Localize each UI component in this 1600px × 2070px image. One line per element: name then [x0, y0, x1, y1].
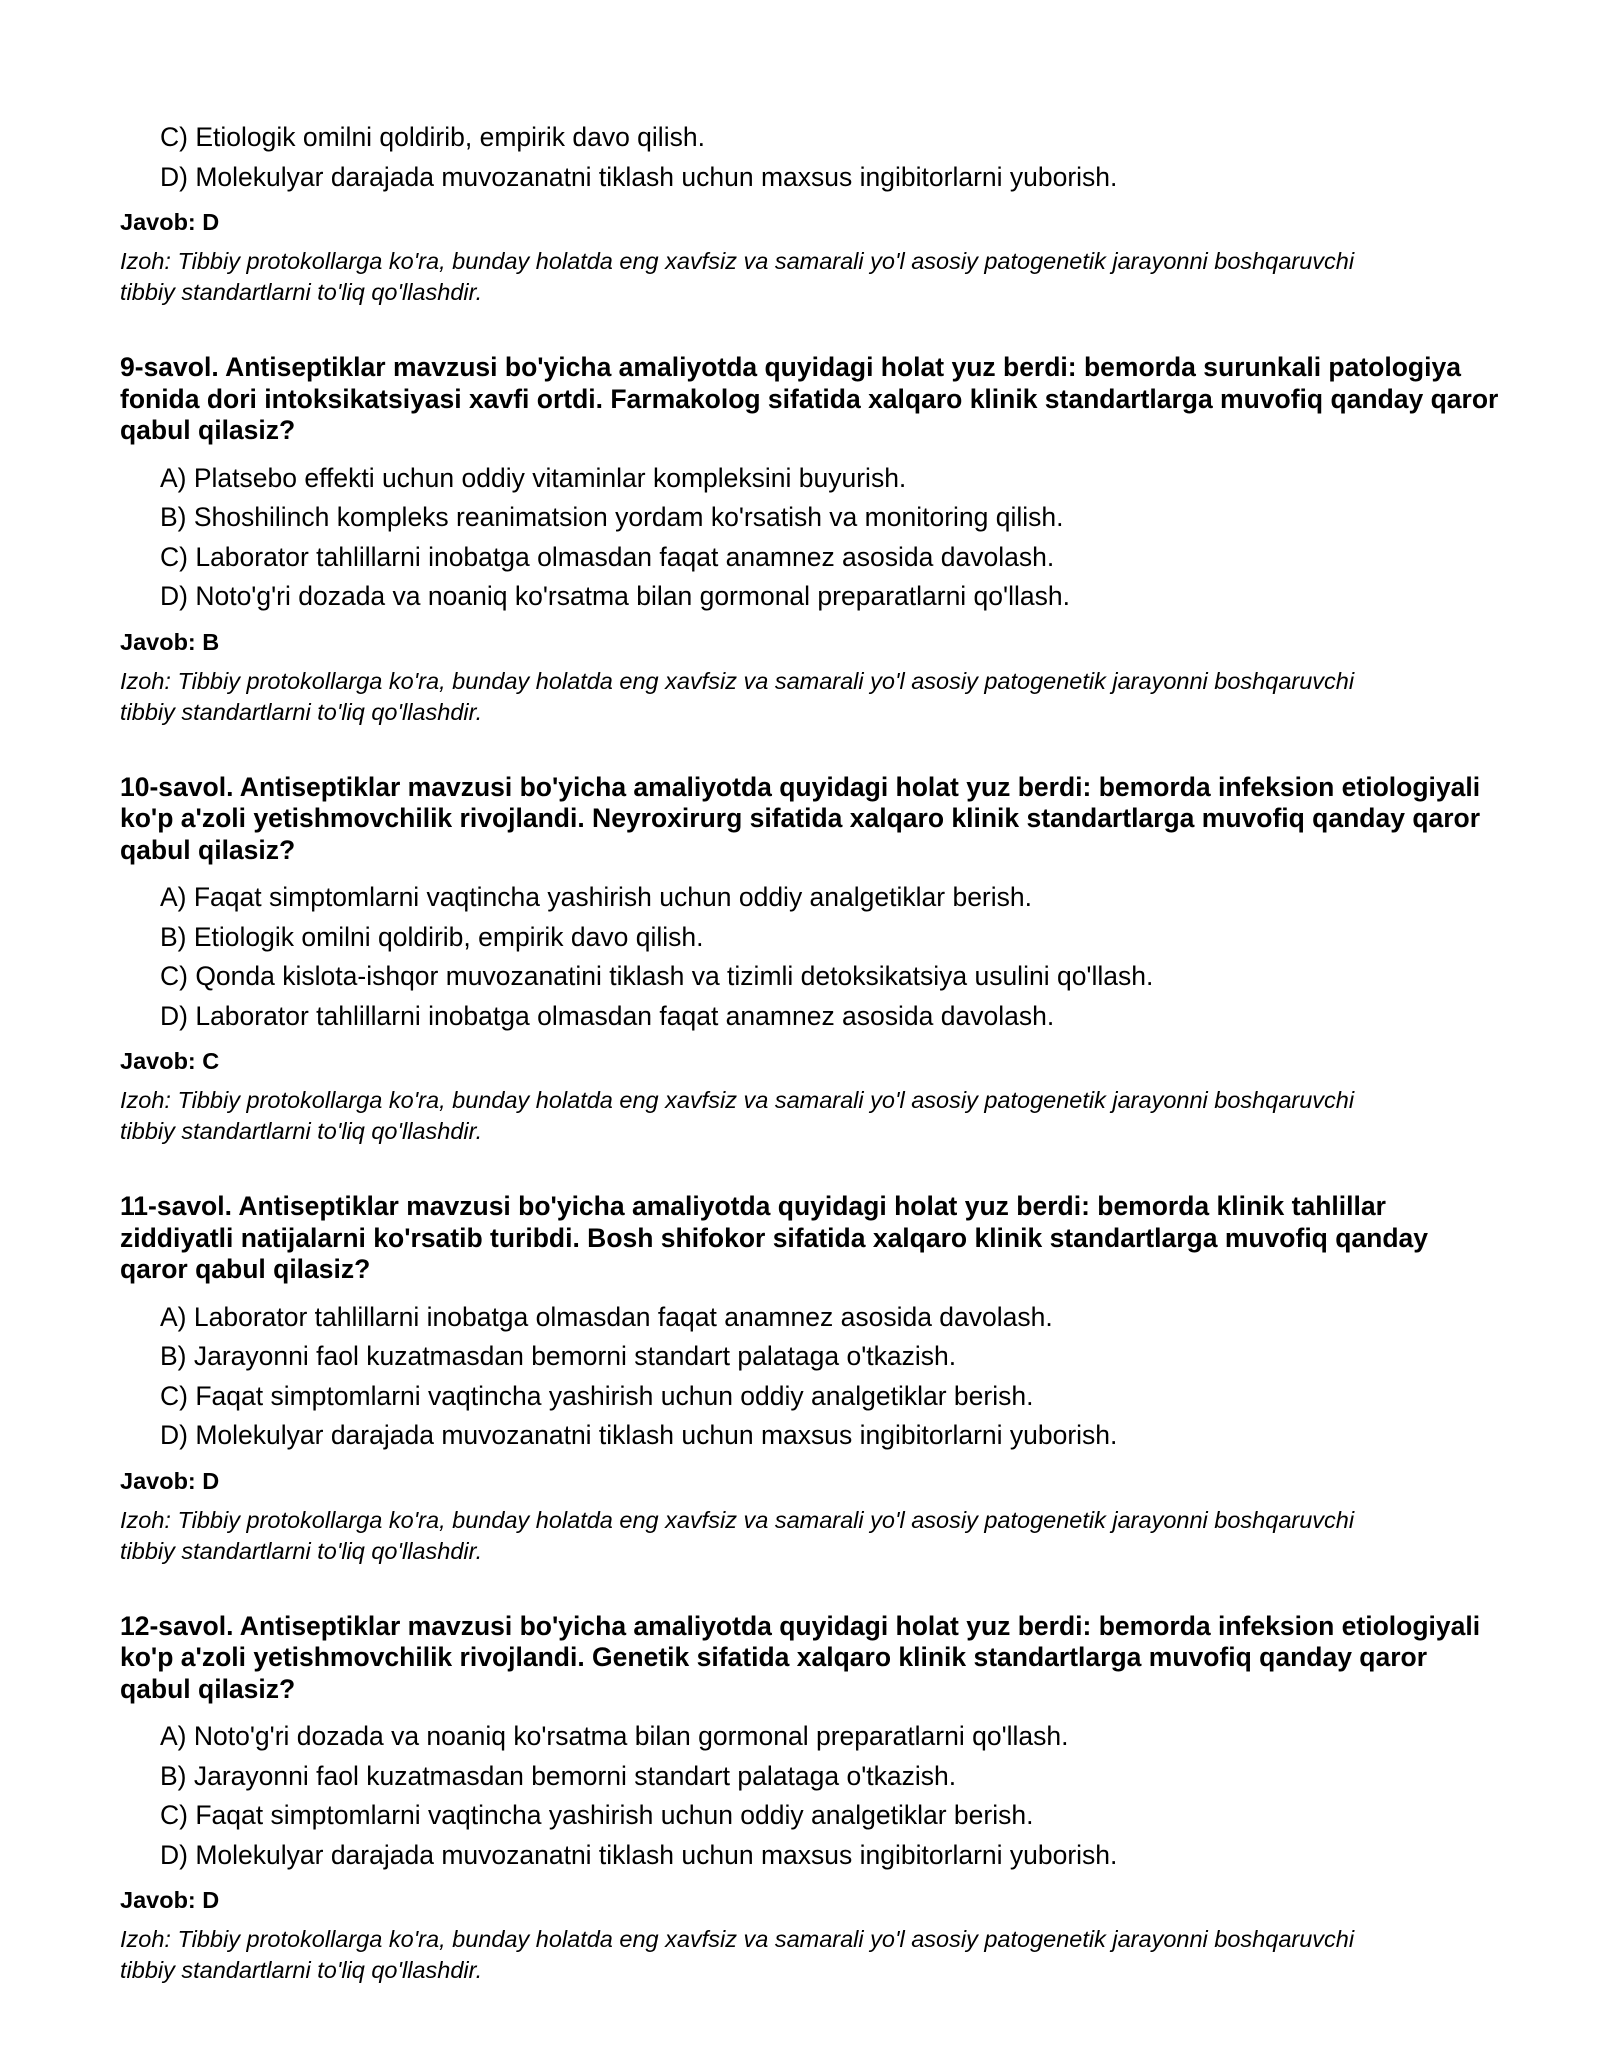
- option-d: D) Laborator tahlillarni inobatga olmasdan faqat anamnez asosida davolash.: [160, 1000, 1055, 1031]
- option-b: B) Jarayonni faol kuzatmasdan bemorni standart palataga o'tkazish.: [160, 1760, 957, 1791]
- option-b: B) Etiologik omilni qoldirib, empirik davo qilish.: [160, 921, 704, 952]
- question-12: [120, 1611, 1480, 1987]
- question-title: 11-savol. Antiseptiklar mavzusi bo'yicha amaliyotda quyidagi holat yuz berdi: bemorda klinik tahlillar ziddiyatli natijalarni ko'rsatib turibdi. Bosh shifokor sifatida xalqaro klinik standartlarga muvofiq qanday qaror qabul qilasiz?: [120, 1191, 1429, 1284]
- option-c: C) Laborator tahlillarni inobatga olmasdan faqat anamnez asosida davolash.: [160, 541, 1055, 572]
- answer-label: Javob: B: [120, 628, 220, 655]
- explanation-note: Izoh: Tibbiy protokollarga ko'ra, bunday holatda eng xavfsiz va samarali yo'l asosiy patogenetik jarayonni boshqaruvchi tibbiy standartlarni to'liq qo'llashdir.: [120, 1087, 1355, 1144]
- answer-label: Javob: D: [120, 1887, 220, 1913]
- question-11: [120, 1191, 1480, 1567]
- option-d: D) Molekulyar darajada muvozanatni tiklash uchun maxsus ingibitorlarni yuborish.: [160, 1420, 1118, 1450]
- document-page: [120, 118, 1499, 1986]
- option-a: A) Platsebo effekti uchun oddiy vitaminlar kompleksini buyurish.: [160, 462, 907, 493]
- answer-label: Javob: C: [120, 1048, 220, 1074]
- question-title: 12-savol. Antiseptiklar mavzusi bo'yicha amaliyotda quyidagi holat yuz berdi: bemorda infeksion etiologiyali ko'p a'zoli yetishmovchilik rivojlandi. Genetik sifatida xalqaro klinik standartlarga muvofiq qanday qaror qabul qilasiz?: [120, 1610, 1481, 1704]
- answer-label: Javob: D: [120, 209, 220, 235]
- continued-question-block: [120, 118, 1480, 308]
- option-c: C) Etiologik omilni qoldirib, empirik davo qilish.: [160, 122, 705, 152]
- option-d: D) Molekulyar darajada muvozanatni tiklash uchun maxsus ingibitorlarni yuborish.: [160, 1839, 1118, 1870]
- option-a: A) Noto'g'ri dozada va noaniq ko'rsatma bilan gormonal preparatlarni qo'llash.: [160, 1721, 1069, 1751]
- answer-label: Javob: D: [120, 1467, 220, 1494]
- option-a: A) Laborator tahlillarni inobatga olmasdan faqat anamnez asosida davolash.: [160, 1301, 1053, 1332]
- option-b: B) Shoshilinch kompleks reanimatsion yordam ko'rsatish va monitoring qilish.: [160, 502, 1064, 532]
- question-title: 9-savol. Antiseptiklar mavzusi bo'yicha amaliyotda quyidagi holat yuz berdi: bemorda surunkali patologiya fonida dori intoksikatsiyasi xavfi ortdi. Farmakolog sifatida xalqaro klinik standartlarga muvofiq qanday qaror qabul qilasiz?: [120, 352, 1499, 445]
- question-9: [120, 352, 1499, 728]
- explanation-note: Izoh: Tibbiy protokollarga ko'ra, bunday holatda eng xavfsiz va samarali yo'l asosiy patogenetik jarayonni boshqaruvchi tibbiy standartlarni to'liq qo'llashdir.: [120, 1506, 1355, 1564]
- explanation-note: Izoh: Tibbiy protokollarga ko'ra, bunday holatda eng xavfsiz va samarali yo'l asosiy patogenetik jarayonni boshqaruvchi tibbiy standartlarni to'liq qo'llashdir.: [120, 1926, 1355, 1983]
- option-c: C) Qonda kislota-ishqor muvozanatini tiklash va tizimli detoksikatsiya usulini qo'llash.: [160, 961, 1154, 991]
- option-c: C) Faqat simptomlarni vaqtincha yashirish uchun oddiy analgetiklar berish.: [160, 1380, 1034, 1411]
- option-c: C) Faqat simptomlarni vaqtincha yashirish uchun oddiy analgetiklar berish.: [160, 1800, 1034, 1830]
- option-a: A) Faqat simptomlarni vaqtincha yashirish uchun oddiy analgetiklar berish.: [160, 882, 1032, 912]
- option-d: D) Molekulyar darajada muvozanatni tiklash uchun maxsus ingibitorlarni yuborish.: [160, 161, 1118, 192]
- option-d: D) Noto'g'ri dozada va noaniq ko'rsatma bilan gormonal preparatlarni qo'llash.: [160, 581, 1070, 611]
- explanation-note: Izoh: Tibbiy protokollarga ko'ra, bunday holatda eng xavfsiz va samarali yo'l asosiy patogenetik jarayonni boshqaruvchi tibbiy standartlarni to'liq qo'llashdir.: [120, 248, 1355, 305]
- explanation-note: Izoh: Tibbiy protokollarga ko'ra, bunday holatda eng xavfsiz va samarali yo'l asosiy patogenetik jarayonni boshqaruvchi tibbiy standartlarni to'liq qo'llashdir.: [120, 667, 1355, 725]
- question-10: [120, 772, 1480, 1148]
- question-title: 10-savol. Antiseptiklar mavzusi bo'yicha amaliyotda quyidagi holat yuz berdi: bemorda infeksion etiologiyali ko'p a'zoli yetishmovchilik rivojlandi. Neyroxirurg sifatida xalqaro klinik standartlarga muvofiq qanday qaror qabul qilasiz?: [120, 771, 1481, 865]
- option-b: B) Jarayonni faol kuzatmasdan bemorni standart palataga o'tkazish.: [160, 1341, 957, 1371]
